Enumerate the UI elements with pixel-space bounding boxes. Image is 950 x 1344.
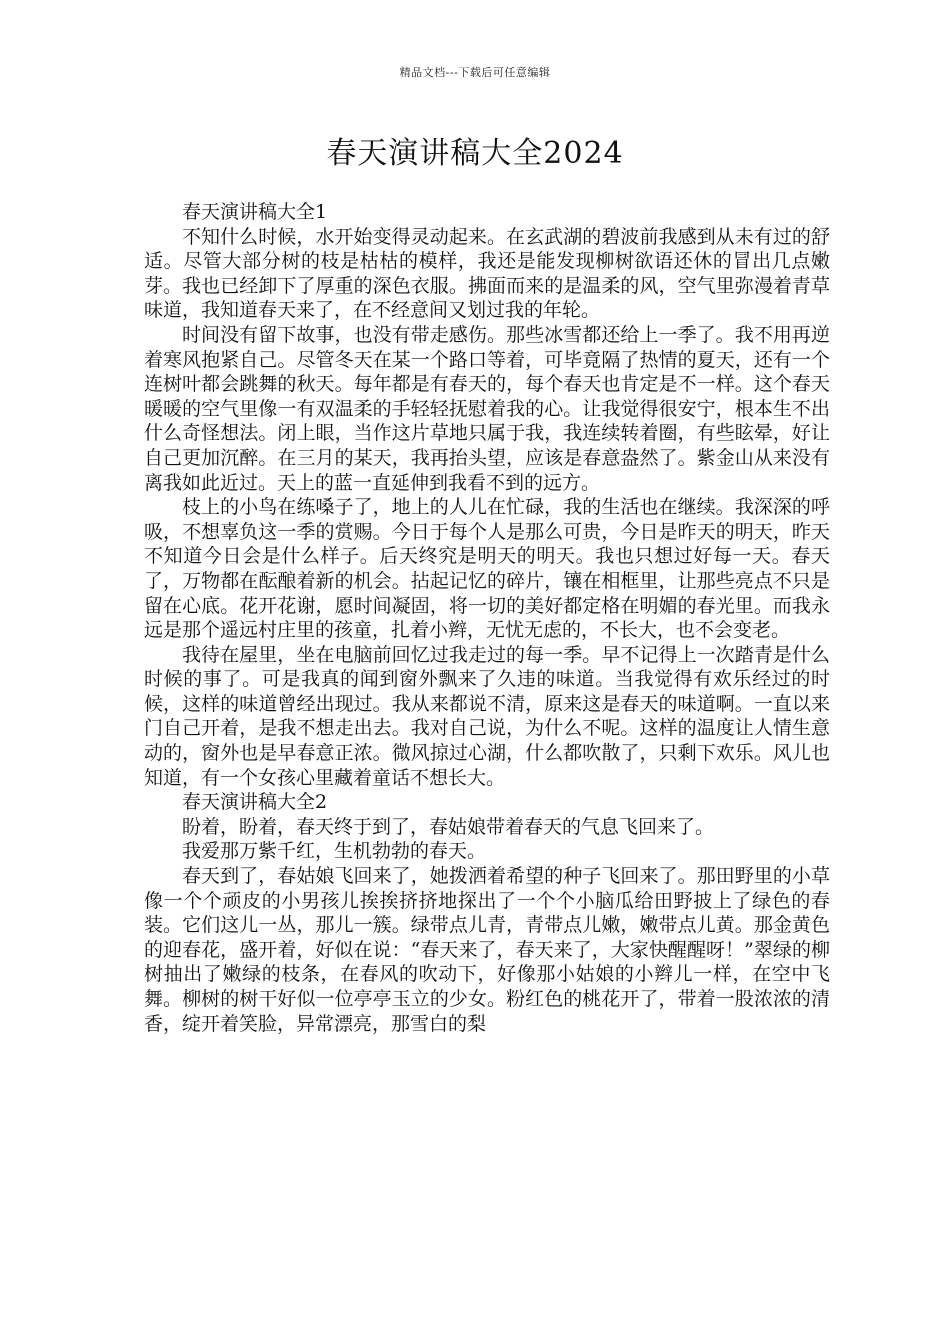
paragraph: 春天到了，春姑娘飞回来了，她拨洒着希望的种子飞回来了。那田野里的小草像一个个顽皮的小男孩儿挨挨挤挤地探出了一个个小脑瓜给田野披上了绿色的春装。它们这儿一丛，那儿一簇。绿带点儿青，青带点儿嫩，嫩带点儿黄。那金黄色的迎春花，盛开着，好似在说：“春天来了，春天来了，大家快醒醒呀！”翠绿的柳树抽出了嫩绿的枝条，在春风的吹动下，好像那小姑娘的小辫儿一样，在空中飞舞。柳树的树干好似一位亭亭玉立的少女。粉红色的桃花开了，带着一股浓浓的清香，绽开着笑脸，异常漂亮，那雪白的梨 [144, 865, 830, 1035]
paragraph: 我待在屋里，坐在电脑前回忆过我走过的每一季。早不记得上一次踏青是什么时候的事了。可是我真的闻到窗外飘来了久违的味道。当我觉得有欢乐经过的时候，这样的味道曾经出现过。我从来都说不清，原来这是春天的味道啊。一直以来门自己开着，是我不想走出去。我对自己说，为什么不呢。这样的温度让人情生意动的，窗外也是早春意正浓。微风掠过心湖，什么都吹散了，只剩下欢乐。风儿也知道，有一个女孩心里藏着童话不想长大。 [144, 643, 830, 789]
page-header: 精品文档---下载后可任意编辑 [399, 66, 551, 79]
document-title: 春天演讲稿大全2024 [326, 136, 624, 171]
paragraph: 时间没有留下故事，也没有带走感伤。那些冰雪都还给上一季了。我不用再逆着寒风抱紧自己。尽管冬天在某一个路口等着，可毕竟隔了热情的夏天，还有一个连树叶都会跳舞的秋天。每年都是有春天的，每个春天也肯定是不一样。这个春天暖暖的空气里像一有双温柔的手轻轻抚慰着我的心。让我觉得很安宁，根本生不出什么奇怪想法。闭上眼，当作这片草地只属于我，我连续转着圈，有些眩晕，好让自己更加沉醉。在三月的某天，我再抬头望，应该是春意盎然了。紫金山从来没有离我如此近过。天上的蓝一直延伸到我看不到的远方。 [144, 323, 830, 494]
paragraph: 不知什么时候，水开始变得灵动起来。在玄武湖的碧波前我感到从未有过的舒适。尽管大部分树的枝是枯枯的模样，我还是能发现柳树欲语还休的冒出几点嫩芽。我也已经卸下了厚重的深色衣服。拂面而来的是温柔的风，空气里弥漫着青草味道，我知道春天来了，在不经意间又划过我的年轮。 [144, 225, 830, 322]
section-heading: 春天演讲稿大全1 [182, 201, 328, 223]
paragraph: 我爱那万紫千红，生机勃勃的春天。 [182, 840, 487, 863]
paragraph: 盼着，盼着，春天终于到了，春姑娘带着春天的气息飞回来了。 [182, 815, 715, 838]
paragraph: 枝上的小鸟在练嗓子了，地上的人儿在忙碌，我的生活也在继续。我深深的呼吸，不想辜负这一季的赏赐。今日于每个人是那么可贵，今日是昨天的明天，昨天不知道今日会是什么样子。后天终究是明天的明天。我也只想过好每一天。春天了，万物都在酝酿着新的机会。拈起记忆的碎片，镶在相框里，让那些亮点不只是留在心底。花开花谢，愿时间凝固，将一切的美好都定格在明媚的春光里。而我永远是那个遥远村庄里的孩童，扎着小辫，无忧无虑的，不长大，也不会变老。 [144, 496, 830, 642]
section-heading: 春天演讲稿大全2 [182, 791, 328, 814]
document-body [144, 200, 830, 1036]
